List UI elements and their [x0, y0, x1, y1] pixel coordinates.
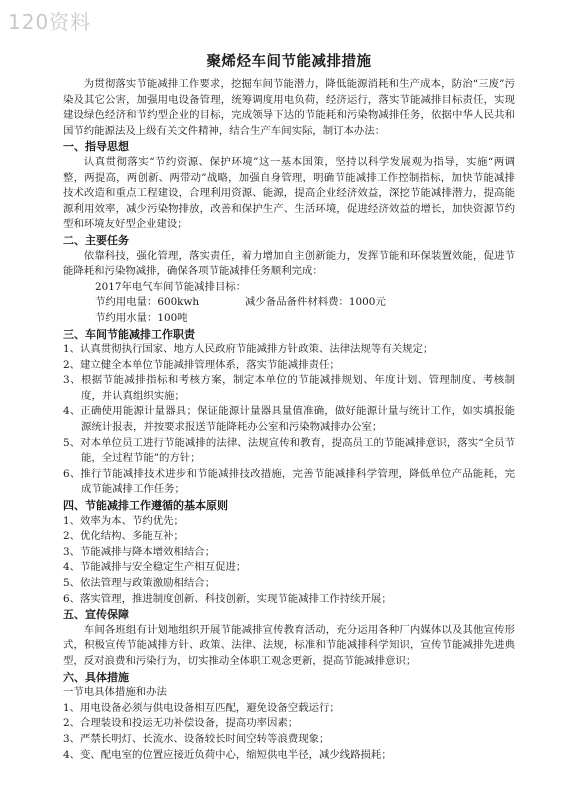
list-item: 5、依法管理与政策激励相结合； — [63, 577, 216, 589]
parts-saving-value: 减少备品备件材料费：1000元 — [245, 296, 386, 309]
list-item: 6、落实管理，推进制度创新、科技创新，实现节能减排工作持续开展； — [63, 592, 392, 605]
list-item: 1、效率为本、节约优先； — [63, 514, 184, 527]
list-item: 6、推行节能减排技术进步和节能减排技改措施，完善节能减排科学管理，降低单位产品能耗，完成节能减排工作任务； — [63, 467, 515, 496]
section-heading-4: 四、节能减排工作遵循的基本原则 — [63, 499, 228, 513]
list-item: 3、根据节能减排指标和考核方案，制定本单位的节能减排规划、年度计划、管理制度、考核制度，并认真组织实施； — [63, 374, 515, 402]
intro-paragraph: 为贯彻落实节能减排工作要求，挖掘车间节能潜力，降低能源消耗和生产成本，防治“三废”污染及其它公害，加强用电设备管理，统筹调度用电负荷，经济运行，落实节能减排目标责任，实现建设绿色经济和节约型企业的目标，完成领导下达的节能耗和污染物减排任务，依据中华人民共和国节约能源法及上级有关文件精神，结合生产车间实际，制订本办法： — [63, 78, 515, 137]
list-item: 1、用电设备必须与供电设备相互匹配，避免设备空载运行； — [63, 701, 340, 714]
section-2-text: 依靠科技，强化管理，落实责任，着力增加自主创新能力，发挥节能和环保装置效能，促进节能降耗和污染物减排，确保各项节能减排任务顺利完成： — [63, 249, 515, 278]
target-line: 2017年电气车间节能减排目标： — [95, 280, 247, 293]
section-heading-2: 二、主要任务 — [63, 233, 129, 247]
section-heading-3: 三、车间节能减排工作职责 — [63, 327, 195, 341]
list-item: 2、优化结构、多能互补； — [63, 530, 184, 543]
section-5-text: 车间各班组有计划地组织开展节能减排宣传教育活动，充分运用各种厂内媒体以及其他宣传形式，积极宣传节能减排方针、政策、法律、法规，标准和节能减排科学知识，宣传节能减排先进典型，反对浪费和污染行为，切实推动全体职工观念更新，提高节能减排意识； — [63, 623, 515, 667]
document-page — [63, 50, 515, 763]
target-values-row — [63, 295, 515, 311]
section-heading-5: 五、宣传保障 — [63, 608, 129, 622]
list-item: 3、严禁长明灯、长流水、设备较长时间空转等浪费现象； — [63, 732, 330, 745]
list-item: 5、对本单位员工进行节能减排的法律、法规宣传和教育，提高员工的节能减排意识，落实“全员节能，全过程节能”的方针； — [63, 436, 515, 465]
list-item: 4、节能减排与安全稳定生产相互促进； — [63, 561, 247, 574]
water-saving-value: 节约用水量：100吨 — [95, 311, 188, 324]
list-item: 4、正确使用能源计量器具；保证能源计量器具量值准确，做好能源计量与统计工作，如实填报能源统计报表，并按要求报送节能降耗办公室和污染物减排办公室； — [63, 405, 515, 434]
power-saving-value: 节约用电量：600kwh — [95, 296, 200, 309]
section-heading-6: 六、具体措施 — [63, 670, 129, 684]
list-item: 2、合理装设和投运无功补偿设备，提高功率因素； — [63, 717, 299, 730]
subsection-heading: 一节电具体措施和办法 — [63, 686, 167, 699]
list-item: 3、节能减排与降本增效相结合； — [63, 545, 216, 558]
list-item: 2、建立健全本单位节能减排管理体系，落实节能减排责任； — [63, 358, 340, 371]
document-title: 聚烯烃车间节能减排措施 — [206, 53, 372, 70]
section-heading-1: 一、指导思想 — [63, 140, 129, 154]
section-1-text: 认真贯彻落实“节约资源、保护环境”这一基本国策，坚持以科学发展观为指导，实施“两调整，两提高，两创新、两带动”战略，加强自身管理，明确节能减排工作控制指标，加快节能减排技术改造和重点工程建设，合理利用资源、能源，提高企业经济效益，深挖节能减排潜力，提高能源利用效率，减少污染物排放，改善和保护生产、生活环境，促进经济效益的增长，加快资源节约型和环境友好型企业建设； — [63, 155, 515, 231]
list-item: 1、认真贯彻执行国家、地方人民政府节能减排方针政策、法律法规等有关规定； — [63, 343, 434, 356]
watermark-logo: 120资料 — [8, 10, 92, 34]
list-item: 4、变、配电室的位置应接近负荷中心，缩短供电半径，减少线路损耗； — [63, 748, 392, 761]
